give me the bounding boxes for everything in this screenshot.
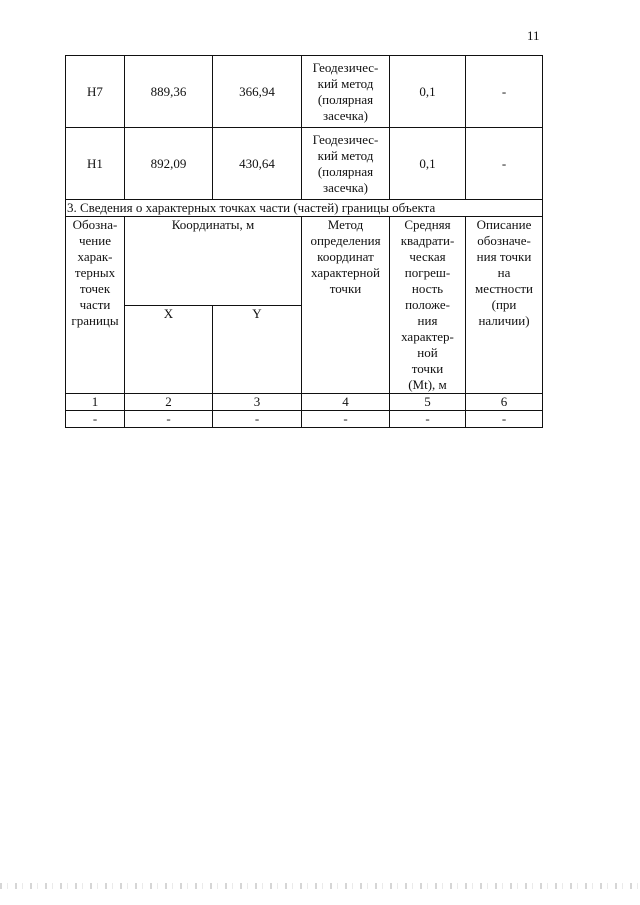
data-cell: - bbox=[213, 411, 302, 428]
header-line: ния точки bbox=[476, 249, 532, 264]
header-line: точки bbox=[411, 361, 444, 376]
header-point-designation bbox=[66, 217, 125, 394]
header-line: части bbox=[79, 297, 111, 312]
y-coordinate-cell: 366,94 bbox=[213, 56, 302, 128]
accuracy-cell: 0,1 bbox=[390, 56, 466, 128]
table-row-n1 bbox=[66, 128, 543, 200]
scan-artifact bbox=[0, 883, 640, 889]
header-line: характерной bbox=[311, 265, 380, 280]
method-line: (полярная bbox=[317, 91, 374, 107]
header-line: (Mt), м bbox=[408, 377, 447, 392]
column-numbers-row bbox=[66, 394, 543, 411]
header-accuracy bbox=[390, 217, 466, 394]
data-cell: - bbox=[466, 411, 543, 428]
header-method bbox=[302, 217, 390, 394]
column-number: 2 bbox=[125, 394, 213, 411]
point-name-cell: Н7 bbox=[66, 56, 125, 128]
column-number: 5 bbox=[390, 394, 466, 411]
method-line: (полярная bbox=[317, 163, 374, 179]
header-line: координат bbox=[317, 249, 374, 264]
header-line: чение bbox=[79, 233, 111, 248]
accuracy-cell: 0,1 bbox=[390, 128, 466, 200]
header-line: погреш- bbox=[404, 265, 451, 280]
description-cell: - bbox=[466, 128, 543, 200]
header-line: ной bbox=[417, 345, 438, 360]
header-line: ния bbox=[417, 313, 438, 328]
header-line: ческая bbox=[409, 249, 446, 264]
method-cell bbox=[302, 128, 390, 200]
table-row-n7 bbox=[66, 56, 543, 128]
column-number: 4 bbox=[302, 394, 390, 411]
data-cell: - bbox=[125, 411, 213, 428]
method-cell bbox=[302, 56, 390, 128]
header-line: ность bbox=[411, 281, 444, 296]
header-line: Средняя bbox=[404, 217, 451, 232]
header-line: положе- bbox=[405, 297, 450, 312]
header-line: терных bbox=[74, 265, 116, 280]
header-line: границы bbox=[71, 313, 119, 328]
column-number: 3 bbox=[213, 394, 302, 411]
method-line: Геодезичес- bbox=[312, 131, 379, 147]
header-line: обозначе- bbox=[477, 233, 531, 248]
header-line: наличии) bbox=[478, 313, 530, 328]
coordinates-table bbox=[65, 55, 543, 428]
description-cell: - bbox=[466, 56, 543, 128]
point-name-cell: Н1 bbox=[66, 128, 125, 200]
header-line: местности bbox=[475, 281, 533, 296]
table-row bbox=[66, 411, 543, 428]
page-number: 11 bbox=[527, 28, 540, 43]
column-number: 6 bbox=[466, 394, 543, 411]
section-title: 3. Сведения о характерных точках части (частей) границы объекта bbox=[66, 200, 543, 217]
y-coordinate-cell: 430,64 bbox=[213, 128, 302, 200]
section-title-row bbox=[66, 200, 543, 217]
header-x: X bbox=[125, 305, 213, 394]
header-y: Y bbox=[213, 305, 302, 394]
header-line: характер- bbox=[401, 329, 454, 344]
header-line: Описание bbox=[476, 217, 532, 232]
data-cell: - bbox=[302, 411, 390, 428]
method-line: кий метод bbox=[317, 147, 374, 163]
method-line: засечка) bbox=[322, 107, 369, 123]
method-line: Геодезичес- bbox=[312, 59, 379, 75]
column-number: 1 bbox=[66, 394, 125, 411]
header-line: квадрати- bbox=[400, 233, 455, 248]
x-coordinate-cell: 889,36 bbox=[125, 56, 213, 128]
header-description bbox=[466, 217, 543, 394]
method-line: засечка) bbox=[322, 179, 369, 195]
header-line: Обозна- bbox=[72, 217, 118, 232]
data-cell: - bbox=[390, 411, 466, 428]
header-line: харак- bbox=[77, 249, 113, 264]
header-line: определения bbox=[310, 233, 381, 248]
header-line: (при bbox=[491, 297, 517, 312]
header-line: точки bbox=[329, 281, 362, 296]
x-coordinate-cell: 892,09 bbox=[125, 128, 213, 200]
header-row bbox=[66, 217, 543, 306]
data-cell: - bbox=[66, 411, 125, 428]
header-coordinates-group: Координаты, м bbox=[125, 217, 302, 306]
method-line: кий метод bbox=[317, 75, 374, 91]
header-line: Метод bbox=[327, 217, 364, 232]
header-line: на bbox=[497, 265, 511, 280]
header-line: точек bbox=[79, 281, 111, 296]
